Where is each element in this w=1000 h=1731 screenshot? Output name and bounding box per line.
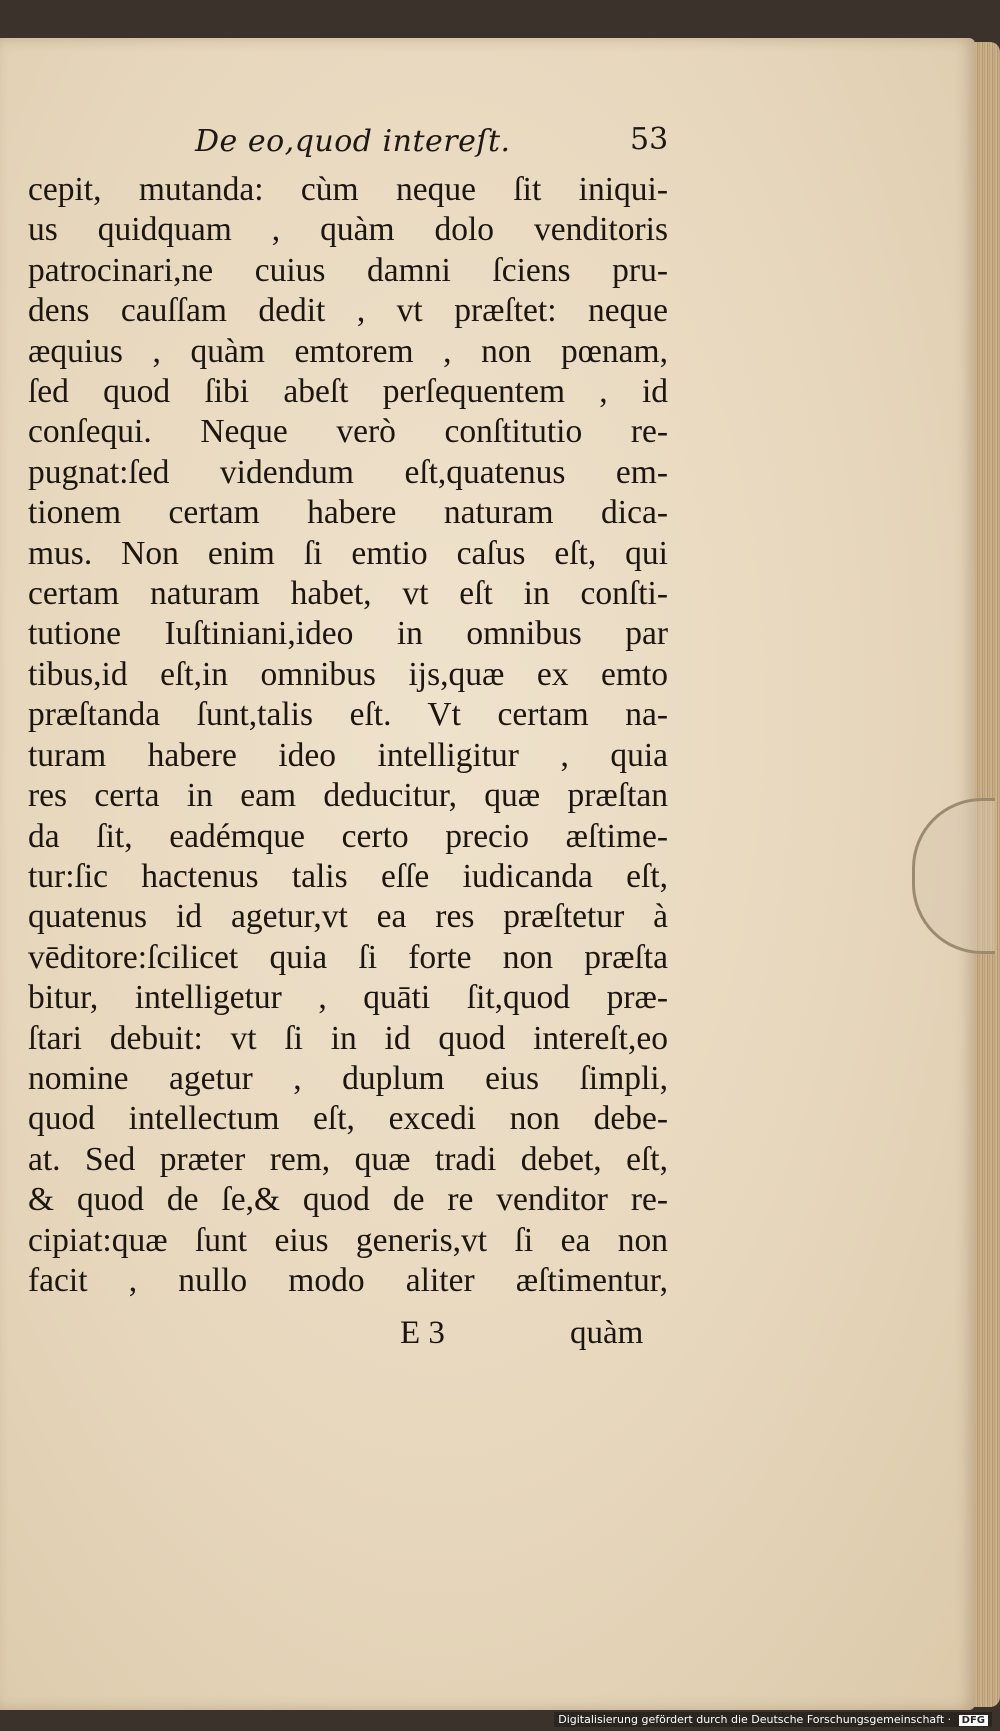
credit-text: Digitalisierung gefördert durch die Deutsche Forschungsgemeinschaft · <box>558 1713 952 1726</box>
text-line: tionem certam habere naturam dica- <box>28 494 668 532</box>
text-line: turam habere ideo intelligitur , quia <box>28 736 668 774</box>
text-line: cepit, mutanda: cùm neque ſit iniqui- <box>28 171 668 208</box>
text-line: quod intellectum eſt, excedi non debe- <box>28 1100 668 1138</box>
page-number: 53 <box>630 122 669 157</box>
text-line: facit , nullo modo aliter æſtimentur, <box>28 1261 668 1299</box>
text-line: & quod de ſe,& quod de re venditor re- <box>28 1181 668 1219</box>
text-line: tutione Iuſtiniani,ideo in omnibus par <box>28 615 668 653</box>
text-line: vēditore:ſcilicet quia ſi forte non præſta <box>28 938 668 976</box>
digitization-credit <box>554 1712 992 1727</box>
text-line: at. Sed præter rem, quæ tradi debet, eſt, <box>28 1140 668 1178</box>
text-line: tur:ſic hactenus talis eſſe iudicanda eſt, <box>28 857 668 895</box>
running-head: De eo,quod intereſt. <box>195 124 511 159</box>
text-line: præſtanda ſunt,talis eſt. Vt certam na- <box>28 696 668 734</box>
text-line: certam naturam habet, vt eſt in conſti- <box>28 575 668 613</box>
text-line: pugnat:ſed videndum eſt,quatenus em- <box>28 453 668 491</box>
dfg-logo: DFG <box>959 1715 988 1726</box>
text-line: nomine agetur , duplum eius ſimpli, <box>28 1059 668 1097</box>
text-line: res certa in eam deducitur, quæ præſtan <box>28 777 668 815</box>
text-line: conſequi. Neque verò conſtitutio re- <box>28 413 668 451</box>
text-line: tibus,id eſt,in omnibus ijs,quæ ex emto <box>28 655 668 693</box>
text-line: patrocinari,ne cuius damni ſciens pru- <box>28 251 668 289</box>
text-line: mus. Non enim ſi emtio caſus eſt, qui <box>28 534 668 572</box>
text-line: da ſit, eadémque certo precio æſtime- <box>28 817 668 855</box>
text-line: quatenus id agetur,vt ea res præſtetur à <box>28 898 668 936</box>
text-line: ſtari debuit: vt ſi in id quod intereſt,eo <box>28 1019 668 1057</box>
body-text <box>28 170 668 1301</box>
text-line: us quidquam , quàm dolo venditoris <box>28 211 668 249</box>
signature-mark: E 3 <box>400 1315 445 1351</box>
text-line: bitur, intelligetur , quāti ſit,quod præ- <box>28 979 668 1017</box>
text-line: cipiat:quæ ſunt eius generis,vt ſi ea non <box>28 1221 668 1259</box>
text-line: dens cauſſam dedit , vt præſtet: neque <box>28 292 668 330</box>
text-line: æquius , quàm emtorem , non pœnam, <box>28 332 668 370</box>
catchword: quàm <box>570 1315 644 1351</box>
text-line: ſed quod ſibi abeſt perſequentem , id <box>28 373 668 411</box>
